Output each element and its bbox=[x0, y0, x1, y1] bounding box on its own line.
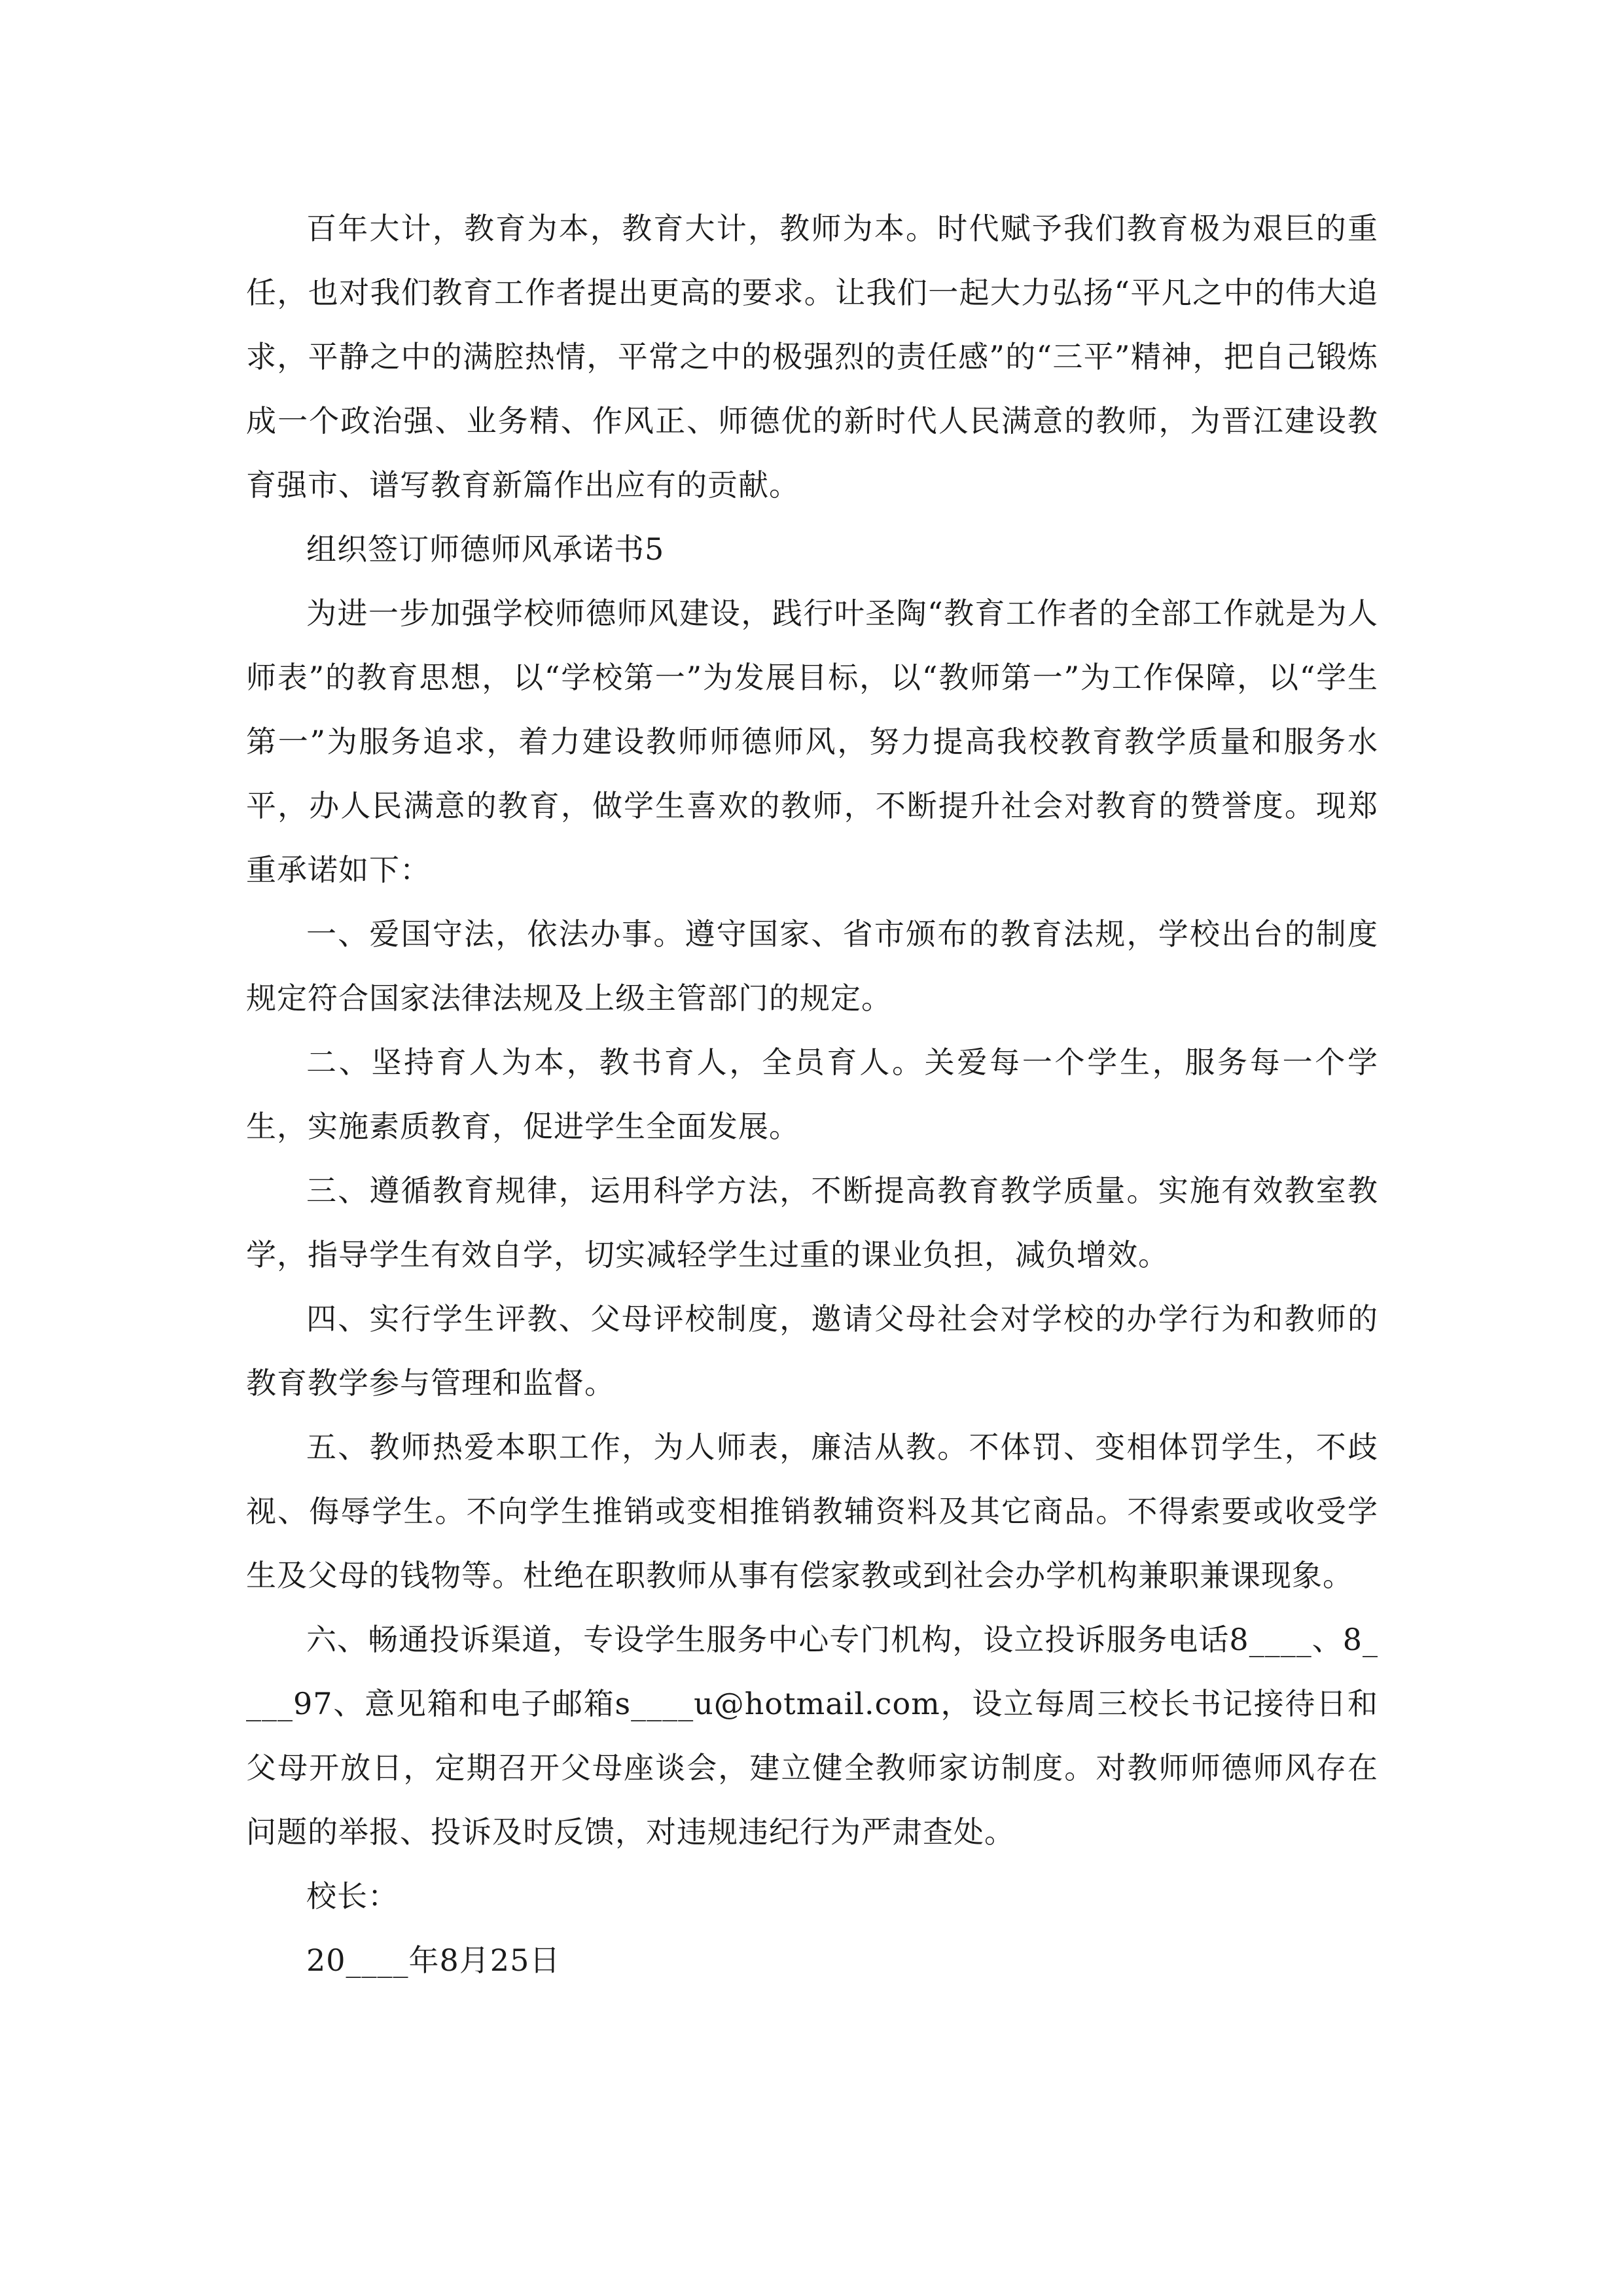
document-body bbox=[246, 196, 1378, 1992]
paragraph-preamble: 为进一步加强学校师德师风建设，践行叶圣陶“教育工作者的全部工作就是为人师表”的教育思想，以“学校第一”为发展目标，以“教师第一”为工作保障，以“学生第一”为服务追求，着力建设教师师德师风，努力提高我校教育教学质量和服务水平，办人民满意的教育，做学生喜欢的教师，不断提升社会对教育的赞誉度。现郑重承诺如下： bbox=[246, 596, 1378, 888]
paragraph-item-2: 二、坚持育人为本，教书育人，全员育人。关爱每一个学生，服务每一个学生，实施素质教育，促进学生全面发展。 bbox=[246, 1045, 1378, 1144]
paragraph-item-1: 一、爱国守法，依法办事。遵守国家、省市颁布的教育法规，学校出台的制度规定符合国家法律法规及上级主管部门的规定。 bbox=[246, 916, 1378, 1016]
paragraph-item-4: 四、实行学生评教、父母评校制度，邀请父母社会对学校的办学行为和教师的教育教学参与管理和监督。 bbox=[246, 1301, 1378, 1401]
paragraph-item-3: 三、遵循教育规律，运用科学方法，不断提高教育教学质量。实施有效教室教学，指导学生有效自学，切实减轻学生过重的课业负担，减负增效。 bbox=[246, 1173, 1378, 1272]
signature-date: 20____年8月25日 bbox=[306, 1943, 561, 1978]
paragraph-item-5: 五、教师热爱本职工作，为人师表，廉洁从教。不体罚、变相体罚学生，不歧视、侮辱学生。不向学生推销或变相推销教辅资料及其它商品。不得索要或收受学生及父母的钱物等。杜绝在职教师从事有偿家教或到社会办学机构兼职兼课现象。 bbox=[246, 1429, 1378, 1593]
signature-label: 校长： bbox=[306, 1878, 399, 1914]
paragraph-intro: 百年大计，教育为本，教育大计，教师为本。时代赋予我们教育极为艰巨的重任，也对我们教育工作者提出更高的要求。让我们一起大力弘扬“平凡之中的伟大追求，平静之中的满腔热情，平常之中的极强烈的责任感”的“三平”精神，把自己锻炼成一个政治强、业务精、作风正、师德优的新时代人民满意的教师，为晋江建设教育强市、谱写教育新篇作出应有的贡献。 bbox=[246, 211, 1378, 503]
paragraph-item-6: 六、畅通投诉渠道，专设学生服务中心专门机构，设立投诉服务电话8____、8____97、意见箱和电子邮箱s____u@hotmail.com，设立每周三校长书记接待日和父母开放日，定期召开父母座谈会，建立健全教师家访制度。对教师师德师风存在问题的举报、投诉及时反馈，对违规违纪行为严肃查处。 bbox=[246, 1622, 1378, 1850]
section-title: 组织签订师德师风承诺书5 bbox=[306, 531, 665, 567]
